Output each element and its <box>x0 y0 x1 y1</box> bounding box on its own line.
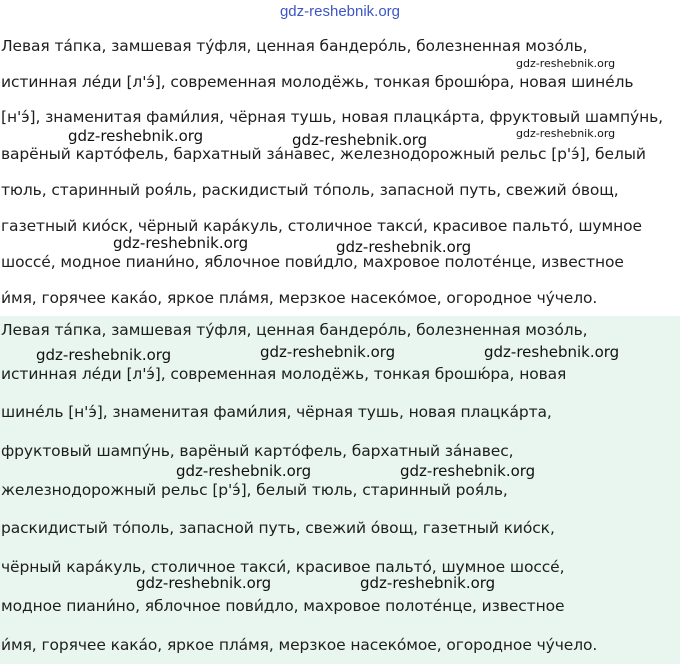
text-line: чёрный кара́куль, столичное такси́, красивое пальто́, шумное шоссе́, <box>1 558 565 576</box>
watermark: gdz-reshebnik.org <box>516 57 616 70</box>
watermark: gdz-reshebnik.org <box>516 127 616 140</box>
text-line: шине́ль [н'э́], знаменитая фами́лия, чёрная тушь, новая плацка́рта, <box>1 403 552 421</box>
watermark: gdz-reshebnik.org <box>336 238 472 256</box>
watermark: gdz-reshebnik.org <box>260 343 396 361</box>
watermark: gdz-reshebnik.org <box>136 574 272 592</box>
answer-section-2 <box>0 316 680 664</box>
text-line: истинная ле́ди [л'э́], современная молодёжь, тонкая брошю́ра, новая шине́ль <box>1 73 634 91</box>
text-line: фруктовый шампу́нь, варёный карто́фель, бархатный за́навес, <box>1 442 514 460</box>
watermark: gdz-reshebnik.org <box>484 343 620 361</box>
text-line: газетный кио́ск, чёрный кара́куль, столичное такси́, красивое пальто́, шумное <box>1 217 642 235</box>
text-line: модное пиани́но, яблочное пови́дло, махровое полоте́нце, известное <box>1 597 565 615</box>
text-line: и́мя, горячее кака́о, яркое пла́мя, мерзкое насеко́мое, огородное чу́чело. <box>1 289 598 307</box>
watermark: gdz-reshebnik.org <box>113 234 249 252</box>
text-line: истинная ле́ди [л'э́], современная молодёжь, тонкая брошю́ра, новая <box>1 365 567 383</box>
watermark: gdz-reshebnik.org <box>68 127 204 145</box>
watermark: gdz-reshebnik.org <box>292 131 428 149</box>
text-line: [н'э́], знаменитая фами́лия, чёрная тушь, новая плацка́рта, фруктовый шампу́нь, <box>1 108 663 126</box>
watermark: gdz-reshebnik.org <box>36 346 172 364</box>
site-link[interactable]: gdz-reshebnik.org <box>279 3 401 20</box>
watermark: gdz-reshebnik.org <box>360 574 496 592</box>
text-line: Левая та́пка, замшевая ту́фля, ценная бандеро́ль, болезненная мозо́ль, <box>1 37 588 55</box>
text-line: Левая та́пка, замшевая ту́фля, ценная бандеро́ль, болезненная мозо́ль, <box>1 321 588 339</box>
answer-section-1 <box>0 28 680 314</box>
text-line: варёный карто́фель, бархатный за́навес, железнодорожный рельс [р'э́], белый <box>1 145 646 163</box>
text-line: и́мя, горячее кака́о, яркое пла́мя, мерзкое насеко́мое, огородное чу́чело. <box>1 636 598 654</box>
site-header <box>0 0 680 24</box>
watermark: gdz-reshebnik.org <box>400 462 536 480</box>
text-line: раскидистый то́поль, запасной путь, свежий о́вощ, газетный кио́ск, <box>1 519 555 537</box>
text-line: железнодорожный рельс [р'э́], белый тюль, старинный роя́ль, <box>1 481 508 499</box>
text-line: тюль, старинный роя́ль, раскидистый то́поль, запасной путь, свежий о́вощ, <box>1 181 619 199</box>
text-line: шоссе́, модное пиани́но, яблочное пови́дло, махровое полоте́нце, известное <box>1 253 624 271</box>
watermark: gdz-reshebnik.org <box>176 462 312 480</box>
